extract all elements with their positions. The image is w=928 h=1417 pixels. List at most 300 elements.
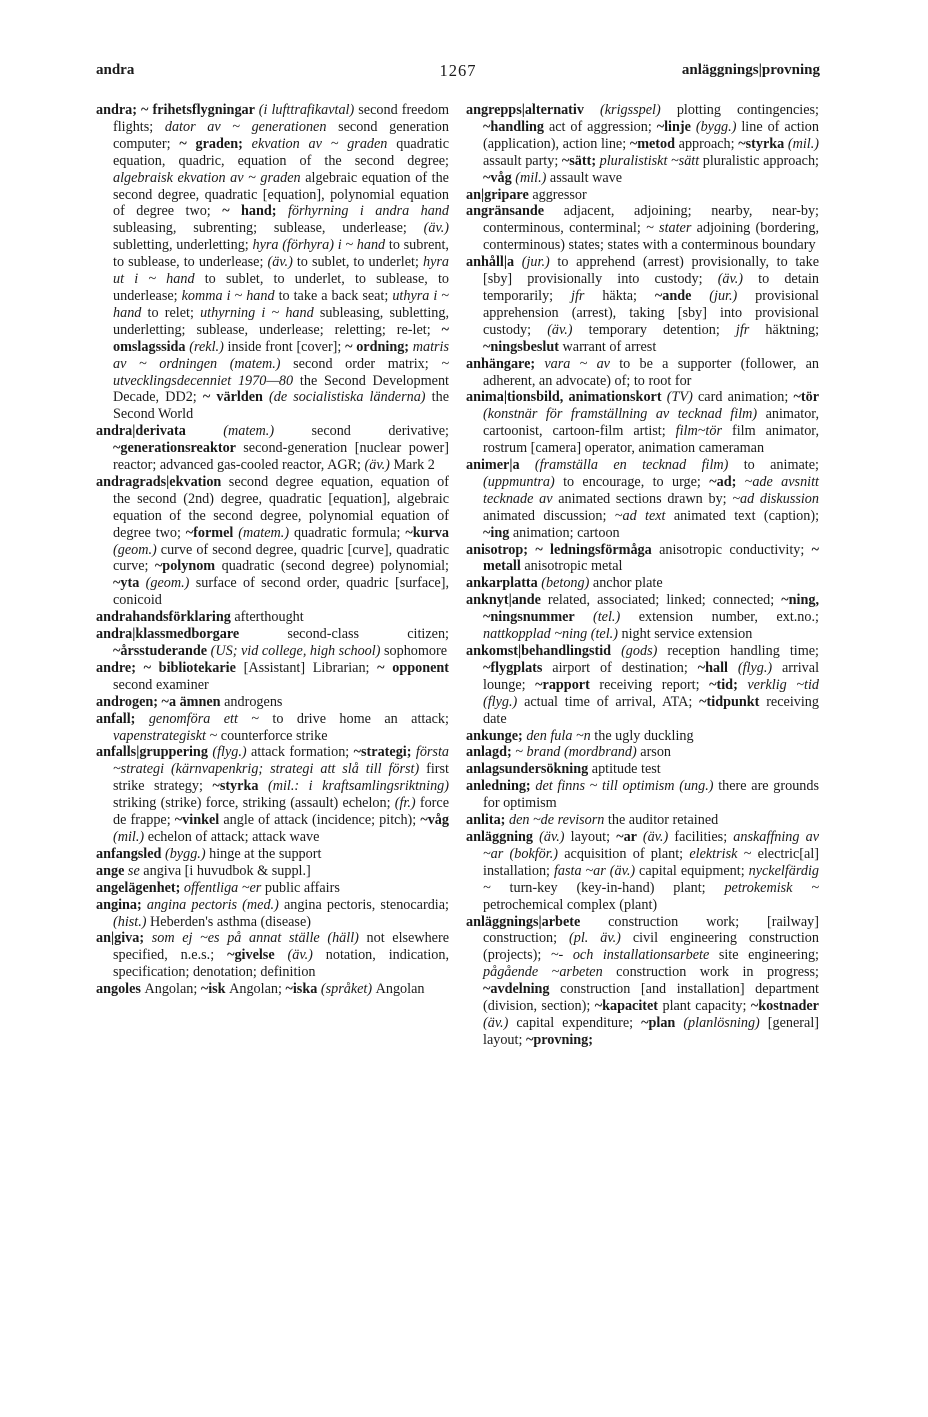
right-column [466, 102, 819, 1049]
usage-note: film~tör [675, 423, 732, 440]
headword: anhåll|a [466, 254, 522, 271]
usage-note: vapenstrategiskt ~ [113, 727, 221, 744]
headword: animer|a [466, 457, 535, 474]
translation: capital expenditure; [516, 1014, 642, 1031]
headword: anlita; [466, 812, 509, 829]
translation: assault party; [483, 152, 562, 169]
headword: ~ad; [709, 473, 745, 490]
usage-note: nattkopplad ~ning (tel.) [483, 626, 622, 643]
translation: civil engineering construction (projects); [483, 930, 819, 964]
translation: the ugly duckling [594, 727, 694, 744]
headword: andra|derivata [96, 423, 224, 440]
usage-note: fasta ~ar (äv.) [553, 862, 640, 879]
translation: the Second Development Decade, DD2; [113, 372, 449, 406]
headword: anlagsundersökning [466, 761, 592, 778]
headword: ~styrka [738, 135, 788, 152]
headword: andra; ~ frihetsflygningar [96, 102, 259, 118]
translation: Mark 2 [393, 457, 435, 474]
translation: to subrent, to sublease, to underlease; [113, 237, 449, 271]
headword: ankarplatta [466, 575, 542, 592]
translation: Heberden's asthma (disease) [150, 913, 311, 930]
usage-note: (äv.) [547, 321, 589, 338]
translation: to encourage, to urge; [563, 473, 710, 490]
translation: line of action (application), action line; [483, 118, 819, 152]
usage-note: (rekl.) [189, 338, 228, 355]
headword: ~polynom [154, 558, 222, 575]
headword: ~ omslagssida [113, 321, 449, 355]
translation: surface of second order, quadric [surface], conicoid [113, 575, 450, 609]
translation: act of aggression; [548, 118, 657, 135]
usage-note: (äv.) [287, 947, 326, 964]
usage-note: dator av ~ generationen [164, 118, 339, 135]
translation: to apprehend (arrest) provisionally, to take [sby] provisionally into custody; [483, 254, 819, 288]
translation: plant capacity; [662, 998, 751, 1015]
dictionary-entry [96, 880, 449, 897]
usage-note: (US; vid college, high school) [210, 643, 384, 659]
usage-note: algebraisk ekvation av ~ graden [113, 169, 306, 186]
dictionary-entry [96, 626, 449, 660]
usage-note: (i lufttrafikavtal) [258, 102, 359, 118]
dictionary-entry [466, 744, 819, 761]
translation: Angolan [375, 981, 425, 998]
headword: anfalls|gruppering [96, 744, 213, 761]
dictionary-entry [96, 711, 449, 745]
headword: andrahandsförklaring [96, 609, 235, 626]
usage-note: (mil.) [515, 169, 550, 186]
dictionary-entry [96, 660, 449, 694]
usage-note: jfr [571, 287, 603, 304]
translation: häkta; [602, 287, 655, 304]
headword: angränsande [466, 203, 564, 220]
headword: ~ hand; [222, 203, 288, 220]
dictionary-entry [96, 846, 449, 863]
usage-note: (hist.) [113, 913, 151, 930]
usage-note: (äv.) [539, 828, 571, 845]
translation: plotting contingencies; [676, 102, 819, 118]
translation: Angolan; [144, 981, 201, 998]
headword: androgen; ~a ämnen [96, 693, 225, 710]
translation: second-class citizen; [287, 626, 449, 643]
dictionary-entry [96, 694, 449, 711]
translation: related, associated; linked; connected; [547, 592, 782, 609]
dictionary-entry [466, 812, 819, 829]
dictionary-entry [96, 744, 449, 845]
translation: animation; cartoon [512, 524, 620, 541]
translation: attack formation; [251, 744, 354, 761]
translation: public affairs [264, 879, 340, 896]
headword: ~tidpunkt [699, 693, 767, 710]
usage-note: (flyg.) [737, 659, 782, 676]
headword: angoles [96, 981, 145, 998]
translation: to drive home an attack; [272, 710, 449, 727]
translation: pluralistic approach; [702, 152, 819, 169]
translation: second order matrix; [293, 355, 442, 372]
headword: anfall; [96, 710, 149, 727]
usage-note: förhyrning i andra hand [287, 203, 449, 220]
headword: ~ning, ~ningsnummer [483, 592, 819, 626]
dictionary-entry [96, 981, 449, 998]
headword: ~ graden; [179, 135, 252, 152]
dictionary-entry [96, 609, 449, 626]
usage-note: (flyg.) [212, 744, 252, 761]
dictionary-entry [96, 474, 449, 609]
usage-note: (de socialistiska länderna) [269, 389, 432, 406]
usage-note: (äv.) [423, 220, 449, 237]
translation: anchor plate [592, 575, 663, 592]
translation: sophomore [384, 643, 448, 659]
translation: quadratic formula; [293, 524, 406, 541]
translation: to sublet, to underlet, to sublease, to underlease; [113, 271, 450, 304]
usage-note: första ~strategi (kärnvapenkrig; strategi att slå till först) [113, 744, 449, 778]
usage-note: (uppmuntra) [483, 473, 564, 490]
translation: to sublet, to underlet; [296, 254, 423, 271]
dictionary-entry [96, 897, 449, 931]
headword: an|giva; [96, 930, 152, 947]
headword: ~iska [285, 981, 321, 998]
usage-note: genomföra ett ~ [148, 710, 273, 727]
headword: andragrads|ekvation [96, 473, 229, 490]
translation: receiving date [483, 693, 819, 727]
usage-note: hyra (förhyra) i ~ hand [252, 237, 389, 254]
usage-note: hyra ut i ~ hand [113, 254, 449, 288]
dictionary-entry [466, 187, 819, 204]
headword: ~ningsbeslut [483, 338, 563, 355]
translation: curve of second degree, quadric [curve], quadratic curve; [113, 541, 449, 575]
usage-note: (jur.) [709, 287, 756, 304]
translation: echelon of attack; attack wave [147, 828, 320, 845]
translation: temporary detention; [588, 321, 736, 338]
usage-note: jfr [735, 321, 766, 338]
translation: actual time of arrival, ATA; [524, 693, 700, 710]
translation: to be a supporter (follower, an adherent, an advocate) of; to root for [483, 355, 820, 389]
usage-note: (äv.) [483, 1014, 517, 1031]
headword: ~ar [616, 828, 643, 845]
translation: force de frappe; [113, 795, 449, 829]
usage-note: (äv.) [364, 457, 394, 474]
headword: ~provning; [525, 1031, 593, 1048]
headword: angelägenhet; [96, 879, 184, 896]
translation: subleasing, subletting, underletting; sublease, underlease; reletting; re-let; [113, 304, 450, 338]
header-first-word: andra [96, 62, 135, 78]
headword: ~givelse [227, 947, 288, 964]
headword: anfangsled [96, 845, 165, 862]
headword: ~ metall [483, 541, 820, 575]
dictionary-entry [466, 203, 819, 254]
translation: anisotropic metal [524, 558, 623, 575]
headword: ~våg [420, 812, 449, 829]
translation: häktning; [765, 321, 820, 338]
usage-note: uthyra i ~ hand [113, 287, 449, 321]
headword: ~strategi; [353, 744, 416, 761]
translation: layout; [570, 828, 617, 845]
translation: angina pectoris, stenocardia; [283, 896, 449, 913]
translation: first strike strategy; [113, 761, 449, 795]
translation: hinge at the support [209, 845, 322, 862]
usage-note: (TV) [666, 389, 698, 406]
translation: angle of attack (incidence; pitch); [223, 812, 421, 829]
usage-note: (mil.: i kraftsamlingsriktning) [267, 778, 449, 795]
headword: angina; [96, 896, 147, 913]
usage-note: (mil.) [787, 135, 820, 152]
usage-note: ekvation av ~ graden [251, 135, 397, 152]
usage-note: verklig ~tid (flyg.) [483, 676, 819, 710]
translation: assault wave [549, 169, 623, 186]
usage-note: (matem.) [223, 423, 312, 440]
translation: second degree equation, equation of the second (2nd) degree, quadratic [equation], algebraic equation of the second degree, polynomial equation of degree two; [113, 473, 449, 541]
headword: anledning; [466, 778, 536, 795]
headword: anhängare; [466, 355, 545, 372]
usage-note: (gods) [621, 643, 668, 659]
usage-note: ~ brand (mordbrand) [515, 744, 641, 761]
translation: second generation computer; [113, 118, 449, 152]
dictionary-entry [96, 930, 449, 981]
dictionary-entry [466, 102, 819, 187]
translation: adjacent, adjoining; nearby, near-by; conterminous, conterminal; [483, 203, 819, 237]
usage-note: (planlösning) [683, 1014, 768, 1031]
translation: Angolan; [229, 981, 286, 998]
translation: card animation; [698, 389, 794, 406]
headword: anisotrop; ~ ledningsförmåga [466, 541, 660, 558]
translation: notation, indication, specification; denotation; definition [113, 947, 449, 981]
usage-note: ~ utvecklingsdecenniet 1970—80 [113, 355, 449, 389]
usage-note: angina pectoris (med.) [146, 896, 284, 913]
usage-note: pluralistiskt ~sätt [599, 152, 703, 169]
translation: angiva [i huvudbok & suppl.] [143, 862, 311, 879]
translation: animated text (caption); [673, 507, 820, 524]
headword: angrepps|alternativ [466, 102, 601, 118]
translation: animated discussion; [483, 507, 615, 524]
headword: ~ opponent [377, 659, 450, 676]
translation: construction work in progress; [616, 964, 820, 981]
translation: airport of destination; [552, 659, 698, 676]
dictionary-entry [466, 575, 819, 592]
translation: aggressor [532, 186, 587, 203]
dictionary-entry [466, 778, 819, 812]
headword: ~plan [641, 1014, 684, 1031]
usage-note: ~ade avsnitt tecknade av [483, 473, 819, 507]
header-last-word: anläggnings|provning [681, 62, 820, 78]
usage-note: matris av ~ ordningen (matem.) [113, 338, 450, 372]
usage-note: det finns ~ till optimism (ung.) [535, 778, 719, 795]
dictionary-entry [466, 914, 819, 1049]
translation: not elsewhere specified, n.e.s.; [113, 930, 449, 964]
headword: andre; ~ bibliotekarie [96, 659, 244, 676]
usage-note: ~- och installationsarbete [550, 947, 719, 964]
headword: ~tör [793, 389, 819, 406]
headword: ~vinkel [174, 812, 224, 829]
usage-note: vara ~ av [544, 355, 620, 372]
headword: ~avdelning [483, 981, 561, 998]
usage-note: (bygg.) [164, 845, 210, 862]
translation: to take a back seat; [278, 287, 393, 304]
usage-note: (äv.) [642, 828, 675, 845]
translation: to relet; [147, 304, 201, 321]
translation: construction work; [railway] construction; [483, 913, 819, 947]
headword: ~generationsreaktor [113, 440, 244, 457]
usage-note: anskaffning av ~ar (bokför.) [483, 828, 820, 862]
usage-note: ~ stater [646, 220, 697, 237]
dictionary-entry [466, 389, 819, 457]
translation: animator, cartoonist, cartoon-film artist; [483, 406, 819, 440]
translation: construction [and installation] department (division, section); [483, 981, 819, 1015]
translation: androgens [224, 693, 283, 710]
dictionary-entry [96, 863, 449, 880]
translation: counterforce strike [220, 727, 328, 744]
translation: approach; [678, 135, 739, 152]
translation: anisotropic conductivity; [659, 541, 812, 558]
translation: quadratic (second degree) polynomial; [221, 558, 449, 575]
dictionary-entry [96, 423, 449, 474]
translation: to detain temporarily; [483, 271, 820, 304]
translation: there are grounds for optimism [483, 778, 820, 812]
usage-note: den ~de revisorn [508, 812, 608, 829]
translation: subletting, underletting; [113, 237, 253, 254]
usage-note: (äv.) [267, 254, 297, 271]
headword: ~ande [654, 287, 710, 304]
headword: ankunge; [466, 727, 527, 744]
usage-note: (geom.) [145, 575, 196, 592]
translation: second examiner [113, 676, 209, 693]
usage-note: (pl. äv.) [569, 930, 633, 947]
headword: ~kostnader [750, 998, 819, 1015]
translation: arson [640, 744, 672, 761]
translation: to animate; [743, 457, 819, 474]
usage-note: pågående ~arbeten [483, 964, 617, 981]
headword: anläggnings|arbete [466, 913, 609, 930]
usage-note: (bygg.) [695, 118, 742, 135]
headword: an|gripare [466, 186, 533, 203]
translation: extension number, ext.no.; [638, 609, 819, 626]
usage-note: (konstnär för framställning av tecknad film) [483, 406, 766, 423]
translation: acquisition of plant; [564, 845, 690, 862]
translation: film animator, rostrum [camera] operator, animation cameraman [483, 423, 819, 457]
translation: inside front [cover]; [227, 338, 346, 355]
usage-note: (framställa en tecknad film) [534, 457, 744, 474]
translation: adjoining (bordering, conterminous) states; states with a conterminous boundary [483, 220, 819, 254]
usage-note: elektrisk ~ [689, 845, 758, 862]
headword: ange [96, 862, 128, 879]
translation: night service extension [621, 626, 753, 643]
dictionary-entry [466, 356, 819, 390]
headword: ~formel [185, 524, 239, 541]
dictionary-entry [466, 542, 819, 576]
page-header [96, 62, 820, 84]
usage-note: (språket) [320, 981, 376, 998]
translation: petrochemical complex (plant) [483, 896, 658, 913]
translation: aptitude test [591, 761, 661, 778]
translation: arrival lounge; [483, 659, 820, 693]
translation: receiving report; [599, 676, 710, 693]
headword: anknyt|ande [466, 592, 548, 609]
dictionary-entry [466, 643, 819, 728]
headword: ~ing [483, 524, 513, 541]
headword: ~kapacitet [594, 998, 663, 1015]
dictionary-entry [466, 829, 819, 914]
headword: ~flygplats [483, 659, 553, 676]
headword: ~tid; [709, 676, 748, 693]
translation: quadratic equation, quadric, equation of the second degree; [113, 135, 449, 169]
translation: the auditor retained [607, 812, 719, 829]
translation: subleasing, subrenting; sublease, underlease; [113, 220, 424, 237]
headword: andra|klassmedborgare [96, 626, 288, 643]
headword: ~våg [483, 169, 516, 186]
translation: animated sections drawn by; [558, 490, 733, 507]
usage-note: den fula ~n [526, 727, 595, 744]
usage-note: se [127, 862, 144, 879]
dictionary-entry [466, 592, 819, 643]
translation: afterthought [234, 609, 304, 626]
headword: ~sätt; [561, 152, 600, 169]
usage-note: (betong) [541, 575, 593, 592]
dictionary-entry [466, 254, 819, 355]
headword: ~ ordning; [345, 338, 413, 355]
dictionary-entry [466, 728, 819, 745]
headword: ~rapport [535, 676, 600, 693]
headword: ~yta [113, 575, 146, 592]
translation: algebraic equation of the second degree, quadratic [equation], polynomial equation of degree two; [113, 169, 449, 220]
headword: anlagd; [466, 744, 516, 761]
translation: reception handling time; [667, 643, 819, 659]
usage-note: (äv.) [717, 271, 759, 288]
left-column [96, 102, 449, 998]
headword: ~isk [200, 981, 230, 998]
usage-note: som ej ~es på annat ställe (häll) [151, 930, 367, 947]
translation: second-generation [nuclear power] reactor; advanced gas-cooled reactor, AGR; [113, 440, 449, 474]
usage-note: (fr.) [394, 795, 420, 812]
usage-note: nyckelfärdig ~ [483, 862, 819, 896]
headword: ~årsstuderande [113, 643, 211, 659]
usage-note: uthyrning i ~ hand [200, 304, 320, 321]
translation: the Second World [113, 389, 449, 423]
headword: anima|tionsbild, animationskort [466, 389, 667, 406]
dictionary-entry [96, 102, 449, 423]
translation: [Assistant] Librarian; [243, 659, 378, 676]
usage-note: komma i ~ hand [181, 287, 279, 304]
dictionary-entry [466, 457, 819, 542]
headword: ankomst|behandlingstid [466, 643, 622, 659]
translation: [general] layout; [483, 1014, 819, 1048]
usage-note: (jur.) [521, 254, 558, 271]
usage-note: (krigsspel) [600, 102, 677, 118]
headword: anläggning [466, 828, 540, 845]
usage-note: petrokemisk ~ [724, 879, 819, 896]
translation: second freedom flights; [113, 102, 449, 135]
translation: provisional apprehension (arrest), taking [sby] into provisional custody; [483, 287, 819, 338]
translation: second derivative; [311, 423, 449, 440]
headword: ~metod [629, 135, 679, 152]
translation: warrant of arrest [562, 338, 657, 355]
usage-note: (mil.) [113, 828, 148, 845]
translation: electric[al] installation; [483, 845, 819, 879]
headword: ~styrka [212, 778, 268, 795]
translation: site engineering; [718, 947, 819, 964]
usage-note: (geom.) [113, 541, 161, 558]
headword: ~ världen [202, 389, 270, 406]
translation: turn-key (key-in-hand) plant; [509, 879, 725, 896]
usage-note: offentliga ~er [183, 879, 265, 896]
translation: striking (strike) force, striking (assault) echelon; [113, 795, 395, 812]
translation: capital equipment; [639, 862, 749, 879]
usage-note: (tel.) [593, 609, 639, 626]
usage-note: (matem.) [238, 524, 294, 541]
translation: facilities; [674, 828, 734, 845]
usage-note: ~ad diskussion [732, 490, 819, 507]
usage-note: ~ad text [614, 507, 674, 524]
headword: ~kurva [405, 524, 449, 541]
page-number: 1267 [439, 61, 477, 80]
headword: ~hall [697, 659, 738, 676]
headword: ~linje [656, 118, 696, 135]
